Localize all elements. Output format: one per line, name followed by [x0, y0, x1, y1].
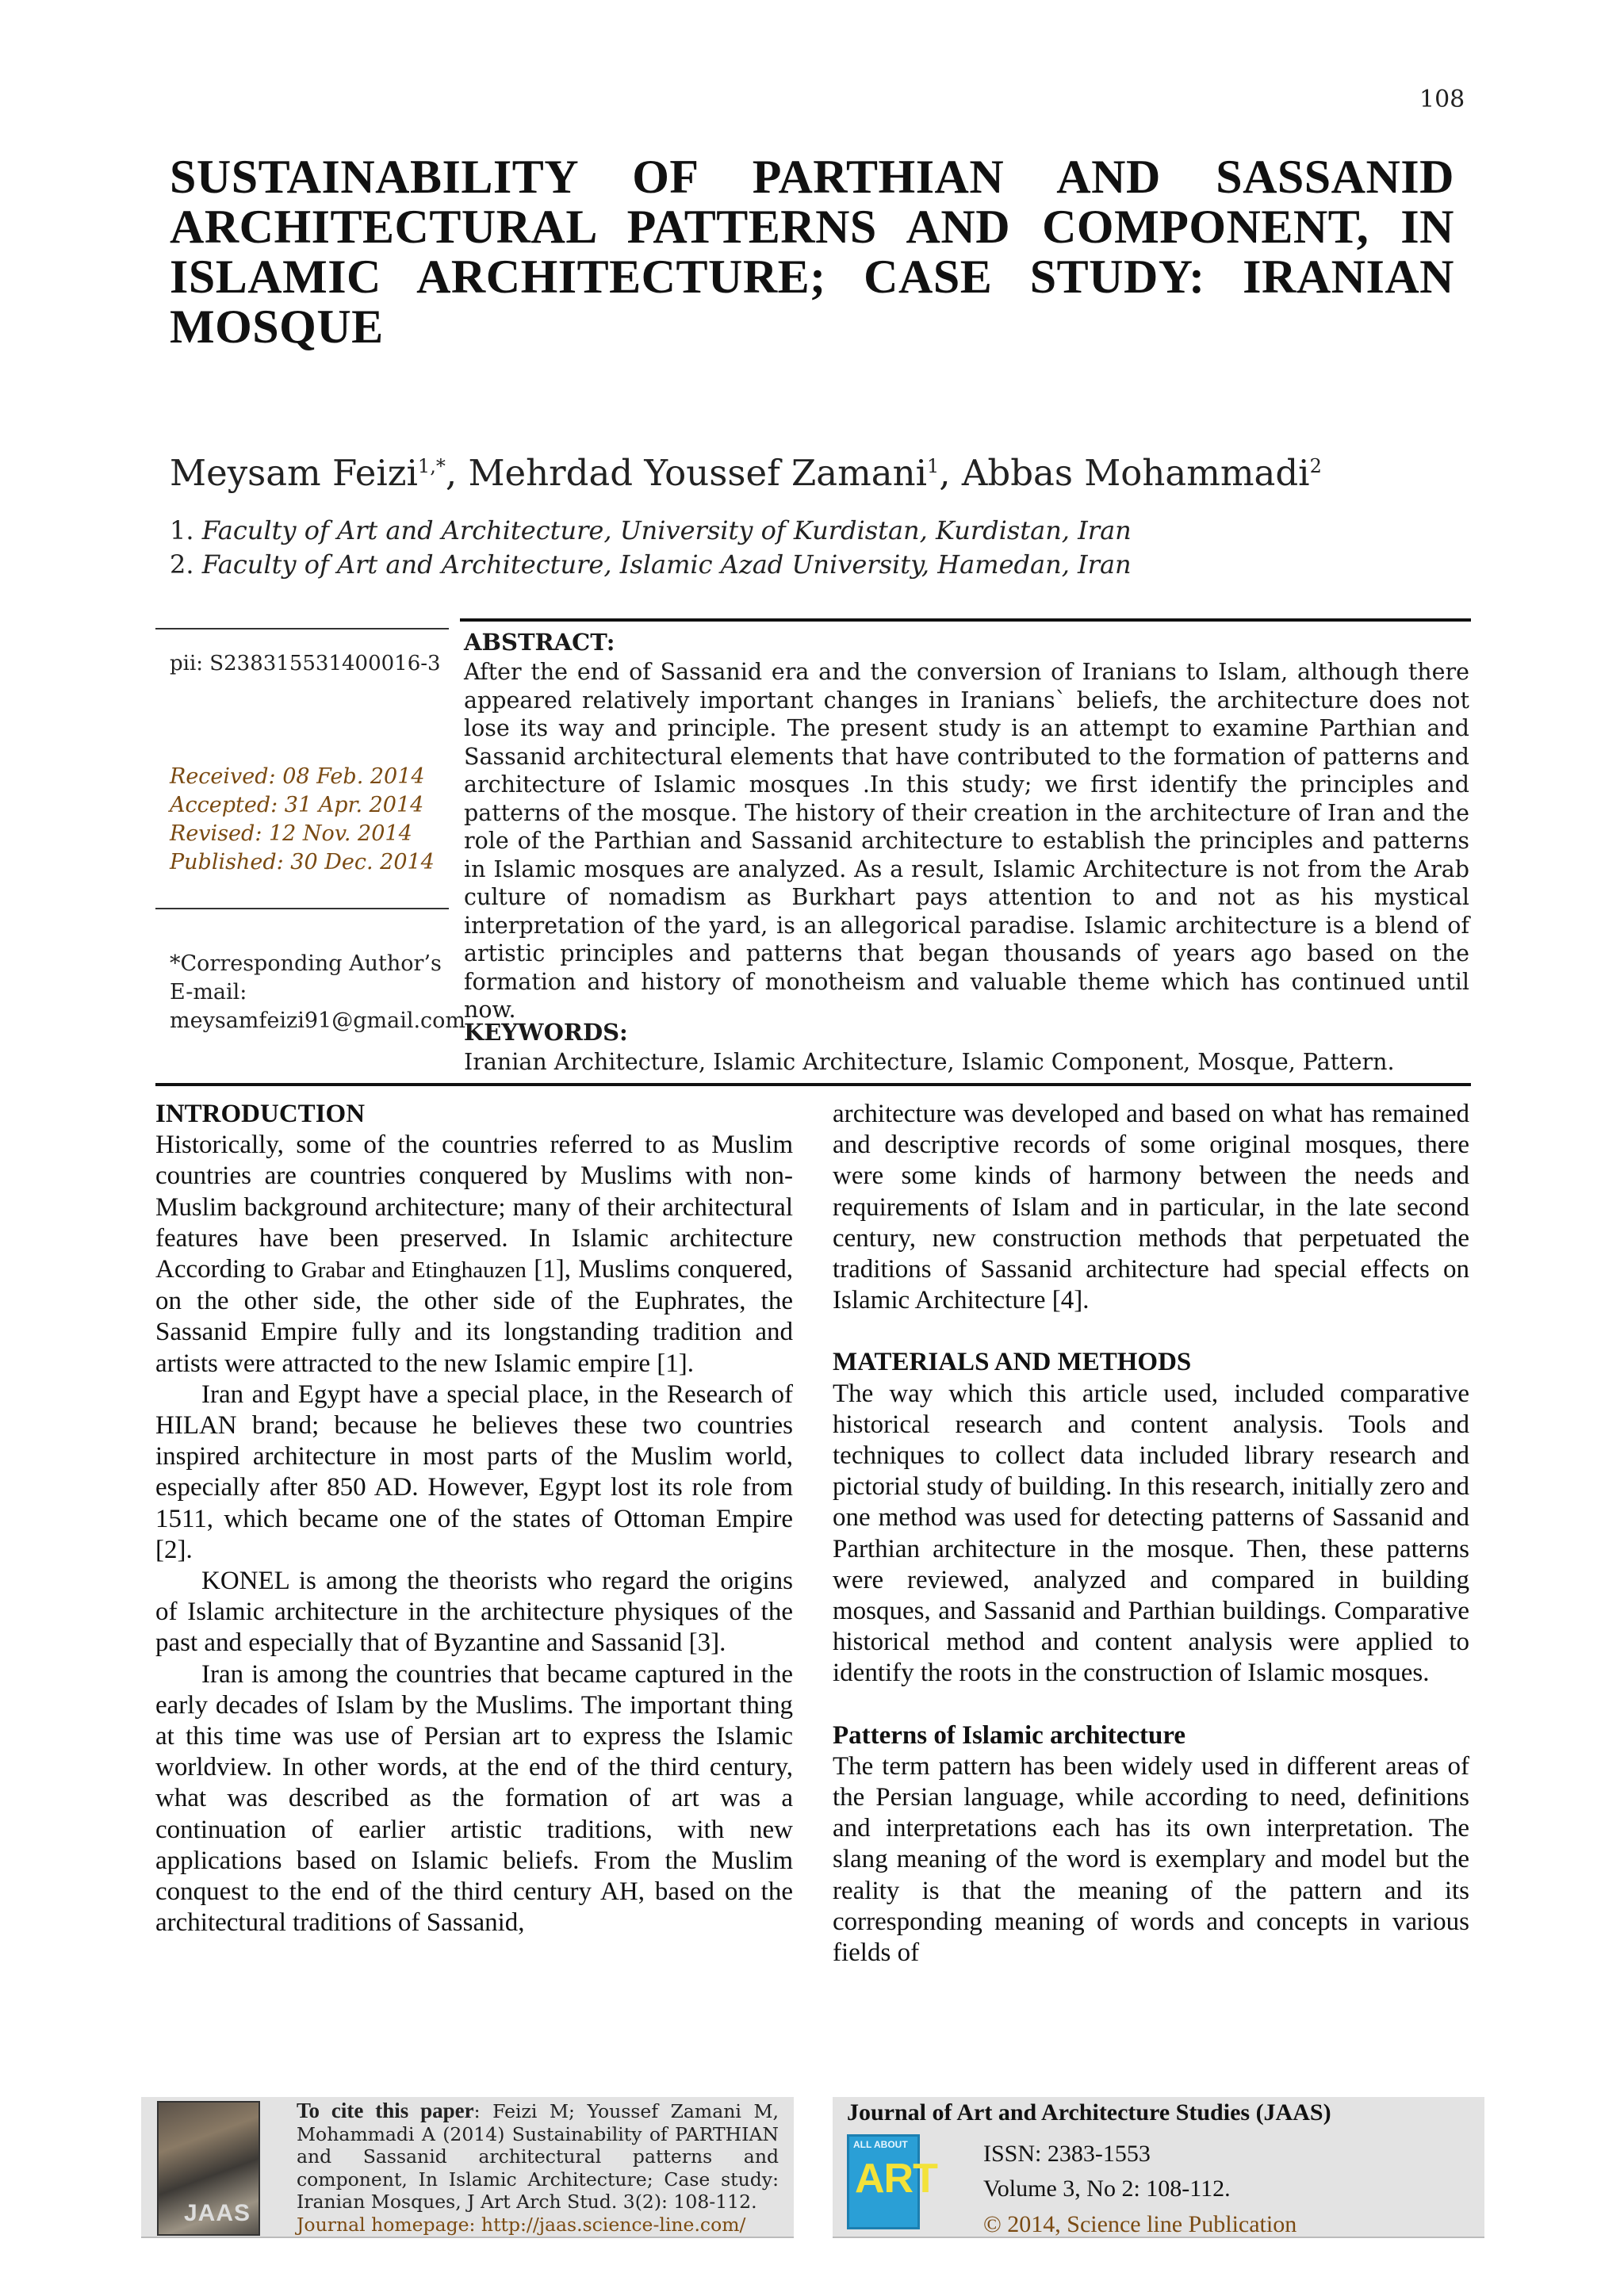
affiliation-number: 1.	[170, 515, 194, 545]
journal-volume: Volume 3, No 2: 108-112.	[983, 2175, 1231, 2202]
section-heading-patterns: Patterns of Islamic architecture	[833, 1720, 1186, 1750]
journal-issn: ISSN: 2383-1553	[983, 2141, 1151, 2167]
paragraph-text-small: Grabar and Etinghauzen	[301, 1257, 527, 1284]
affiliation-text: Faculty of Art and Architecture, University of Kurdistan, Kurdistan, Iran	[201, 515, 1132, 545]
article-dates	[170, 763, 447, 877]
spacer	[833, 1316, 1469, 1347]
right-column	[833, 1099, 1469, 1969]
paragraph	[155, 1130, 793, 1380]
author-name: Meysam Feizi	[170, 452, 418, 494]
pii: pii: S238315531400016-3	[170, 652, 441, 675]
section-heading-introduction: INTRODUCTION	[155, 1100, 366, 1128]
author-affiliation-marker: 1,*	[417, 455, 446, 477]
abstract-top-rule	[460, 618, 1471, 622]
journal-copyright: © 2014, Science line Publication	[983, 2211, 1297, 2237]
paragraph: architecture was developed and based on what has remained and descriptive records of some original mosques, there were some kinds of harmony between the needs and requirements of Islam and in particular, in the late second century, new construction methods that perpetuated the traditions of Sassanid architecture had special effects on Islamic Architecture [4].	[833, 1100, 1469, 1315]
sidebar-top-rule	[155, 628, 449, 629]
email-address[interactable]: meysamfeizi91@gmail.com	[170, 1008, 466, 1033]
author-list	[170, 452, 1322, 494]
spacer	[833, 1689, 1469, 1720]
body-top-rule	[155, 1083, 1471, 1086]
author-affiliation-marker: 2	[1309, 455, 1322, 477]
citation-text	[297, 2099, 779, 2236]
page-number: 108	[1419, 86, 1465, 113]
citation-body: : Feizi M; Youssef Zamani M, Mohammadi A (2014) Sustainability of PARTHIAN and Sassanid architectural patterns and component, In Islamic Architecture; Case study: Iranian Mosques, J Art Arch Stud. 3(2): 108-112.	[297, 2100, 779, 2213]
published-date: Published: 30 Dec. 2014	[170, 850, 435, 874]
paragraph-text: [1], Muslims conquered, on the other side, the other side of the Euphrates, the Sassanid Empire fully and its longstanding tradition and artists were attracted to the new Islamic empire [1].	[155, 1255, 793, 1378]
paragraph: The term pattern has been widely used in different areas of the Persian language, while according to need, definitions and interpretations each has its own interpretation. The slang meaning of the word is exemplary and model but the reality is that the meaning of the pattern and its corresponding meaning of words and concepts in various fields of	[833, 1751, 1469, 1968]
abstract-heading: ABSTRACT:	[464, 629, 615, 656]
citation-label: To cite this paper	[297, 2099, 474, 2122]
journal-logo-text: ART	[855, 2156, 937, 2202]
keywords-heading: KEYWORDS:	[464, 1019, 628, 1046]
email-label: E-mail:	[170, 980, 247, 1004]
author-affiliation-marker: 1	[927, 455, 940, 477]
paragraph-text: Historically, some of the countries referred to as Muslim countries are countries conquered by Muslims with non-Muslim background architecture; many of their architectural features have been preserved. In Islamic architecture According to	[155, 1131, 793, 1284]
paragraph: Iran and Egypt have a special place, in the Research of HILAN brand; because he believes these two countries inspired architecture in most parts of the Muslim world, especially after 850 AD. However, Egypt lost its role from 1511, which became one of the states of Ottoman Empire [2].	[155, 1380, 793, 1564]
corresponding-author	[170, 950, 466, 1035]
section-heading-materials-methods: MATERIALS AND METHODS	[833, 1348, 1192, 1377]
accepted-date: Accepted: 31 Apr. 2014	[170, 793, 424, 817]
paragraph: The way which this article used, included comparative historical research and content analysis. Tools and techniques to collect data included library research and pictorial study of building. In this research, initially zero and one method was used for detecting patterns of Sassanid and Parthian architecture in the mosque. Then, these patterns were reviewed, analyzed and compared in building mosques, and Sassanid and Parthian buildings. Comparative historical method and content analysis were applied to identify the roots in the construction of Islamic mosques.	[833, 1379, 1469, 1688]
affiliation-number: 2.	[170, 549, 194, 580]
journal-cover-label: JAAS	[184, 2200, 251, 2226]
affiliation	[170, 515, 1438, 545]
author-name: Abbas Mohammadi	[961, 452, 1310, 494]
corresponding-label: *Corresponding Author’s	[170, 951, 442, 976]
journal-name: Journal of Art and Architecture Studies (JAAS)	[847, 2099, 1331, 2126]
author-separator: ,	[939, 452, 962, 494]
journal-homepage-link[interactable]: Journal homepage: http://jaas.science-line.com/	[297, 2213, 746, 2236]
author-name: Mehrdad Youssef Zamani	[468, 452, 927, 494]
left-column	[155, 1099, 793, 1938]
affiliation	[170, 549, 1438, 580]
paragraph: Iran is among the countries that became captured in the early decades of Islam by the Muslims. The important thing at this time was use of Persian art to express the Islamic worldview. In other words, at the end of the third century, what was described as the formation of art was a continuation of earlier artistic traditions, with new applications based on Islamic beliefs. From the Muslim conquest to the end of the third century AH, based on the architectural traditions of Sassanid,	[155, 1659, 793, 1938]
received-date: Received: 08 Feb. 2014	[170, 764, 425, 789]
abstract-body: After the end of Sassanid era and the conversion of Iranians to Islam, although there appeared relatively important changes in Iranians` beliefs, the architecture does not lose its way and principle. The present study is an attempt to examine Parthian and Sassanid architectural elements that have contributed to the formation of patterns and architecture of Islamic mosques .In this study; we first identify the principles and patterns of the mosque. The history of their creation in the architecture of Iran and the role of the Parthian and Sassanid architecture to establish the principles and patterns in Islamic mosques are analyzed. As a result, Islamic Architecture is not from the Arab culture of nomadism as Burkhart pays attention to and not as his mystical interpretation of the yard, is an allegorical paradise. Islamic architecture is a blend of artistic principles and patterns that began thousands of years ago based on the formation and history of monotheism and valuable theme which has continued until now.	[464, 659, 1469, 1023]
sidebar-divider	[155, 908, 449, 909]
journal-logo-caption: ALL ABOUT	[853, 2139, 908, 2150]
paper-title: SUSTAINABILITY OF PARTHIAN AND SASSANID ARCHITECTURAL PATTERNS AND COMPONENT, IN ISLAMIC ARCHITECTURE; CASE STUDY: IRANIAN MOSQUE	[170, 151, 1454, 353]
keywords-body: Iranian Architecture, Islamic Architecture, Islamic Component, Mosque, Pattern.	[464, 1049, 1395, 1075]
revised-date: Revised: 12 Nov. 2014	[170, 821, 412, 846]
author-separator: ,	[445, 452, 469, 494]
paragraph: KONEL is among the theorists who regard the origins of Islamic architecture in the architecture physiques of the past and especially that of Byzantine and Sassanid [3].	[155, 1567, 793, 1658]
affiliation-text: Faculty of Art and Architecture, Islamic Azad University, Hamedan, Iran	[201, 549, 1132, 580]
